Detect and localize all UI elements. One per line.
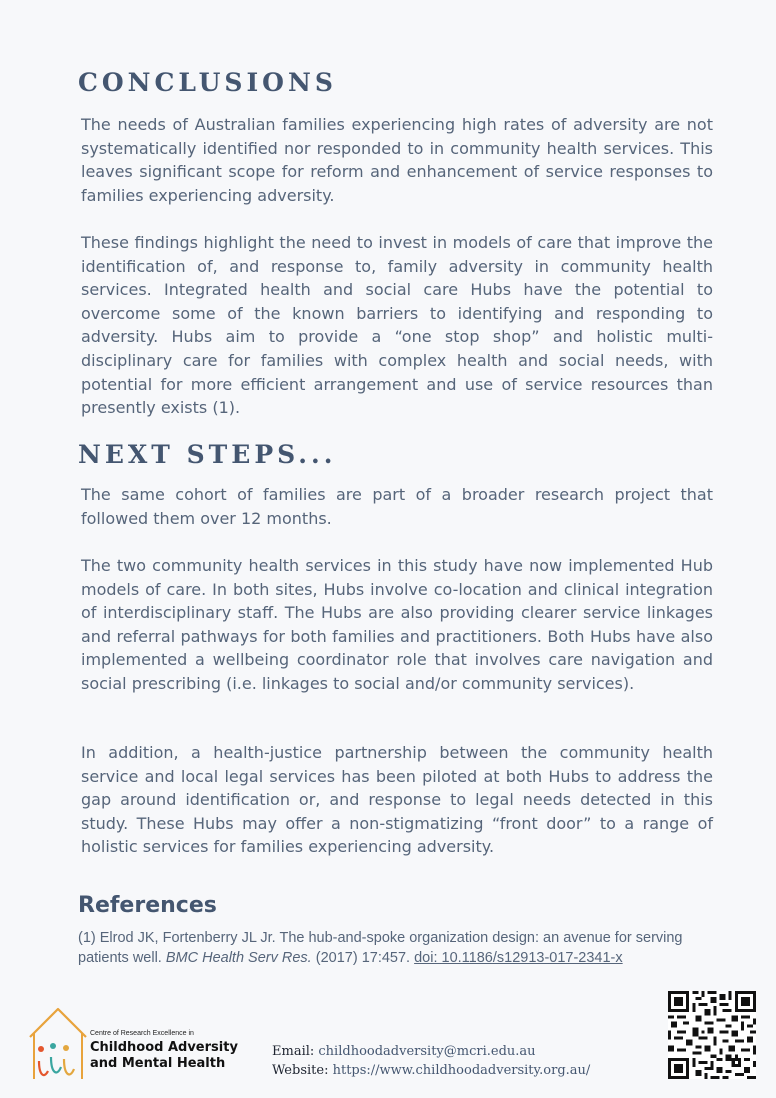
references-title: References bbox=[78, 893, 217, 918]
reference-details: (2017) 17:457. bbox=[315, 950, 411, 966]
logo-line-1: Childhood Adversity bbox=[90, 1040, 238, 1055]
reference-authors-title: (1) Elrod JK, Fortenberry JL Jr. The hub-and-spoke organization design: an avenue for serving patients well. bbox=[78, 930, 683, 966]
contact-info bbox=[272, 1042, 590, 1080]
website-row bbox=[272, 1061, 590, 1080]
logo-line-2: and Mental Health bbox=[90, 1056, 226, 1071]
next-steps-paragraph-1: The same cohort of families are part of a broader research project that followed them over 12 months. bbox=[81, 485, 713, 528]
email-link[interactable]: childhoodadversity@mcri.edu.au bbox=[318, 1044, 536, 1059]
email-row bbox=[272, 1042, 590, 1061]
next-steps-heading: NEXT STEPS... bbox=[78, 440, 337, 469]
reference-item-1 bbox=[78, 928, 718, 968]
conclusions-paragraph-1: The needs of Australian families experiencing high rates of adversity are not systematically identified nor responded to in community health services. This leaves significant scope for reform and enhancement of service responses to families experiencing adversity. bbox=[81, 115, 713, 205]
conclusions-paragraph-2: These findings highlight the need to invest in models of care that improve the identification of, and response to, family adversity in community health services. Integrated health and social care Hubs have the potential to overcome some of the known barriers to identifying and responding to adversity. Hubs aim to provide a “one stop shop” and holistic multi-disciplinary care for families with complex health and social needs, with potential for more efficient arrangement and use of service resources than presently exists (1). bbox=[81, 233, 713, 418]
logo-text bbox=[90, 1030, 238, 1072]
reference-journal: BMC Health Serv Res. bbox=[165, 950, 312, 966]
next-steps-paragraph-3: In addition, a health-justice partnership between the community health service and local legal services has been piloted at both Hubs to address the gap around identification or, and response to legal needs detected in this study. These Hubs may offer a non-stigmatizing “front door” to a range of holistic services for families experiencing adversity. bbox=[81, 743, 713, 857]
conclusions-heading: CONCLUSIONS bbox=[78, 68, 337, 97]
logo-small-text: Centre of Research Excellence in bbox=[90, 1030, 194, 1037]
website-label: Website: bbox=[272, 1063, 329, 1078]
qr-code-icon[interactable] bbox=[668, 991, 756, 1079]
next-steps-paragraph-2: The two community health services in this study have now implemented Hub models of care. In both sites, Hubs involve co-location and clinical integration of interdisciplinary staff. The Hubs are also providing clearer service linkages and referral pathways for both families and practitioners. Both Hubs have also implemented a wellbeing coordinator role that involves care navigation and social prescribing (i.e. linkages to social and/or community services). bbox=[81, 556, 713, 693]
email-label: Email: bbox=[272, 1044, 315, 1059]
website-link[interactable]: https://www.childhoodadversity.org.au/ bbox=[332, 1063, 591, 1078]
reference-doi-link[interactable]: doi: 10.1186/s12913-017-2341-x bbox=[414, 950, 623, 966]
